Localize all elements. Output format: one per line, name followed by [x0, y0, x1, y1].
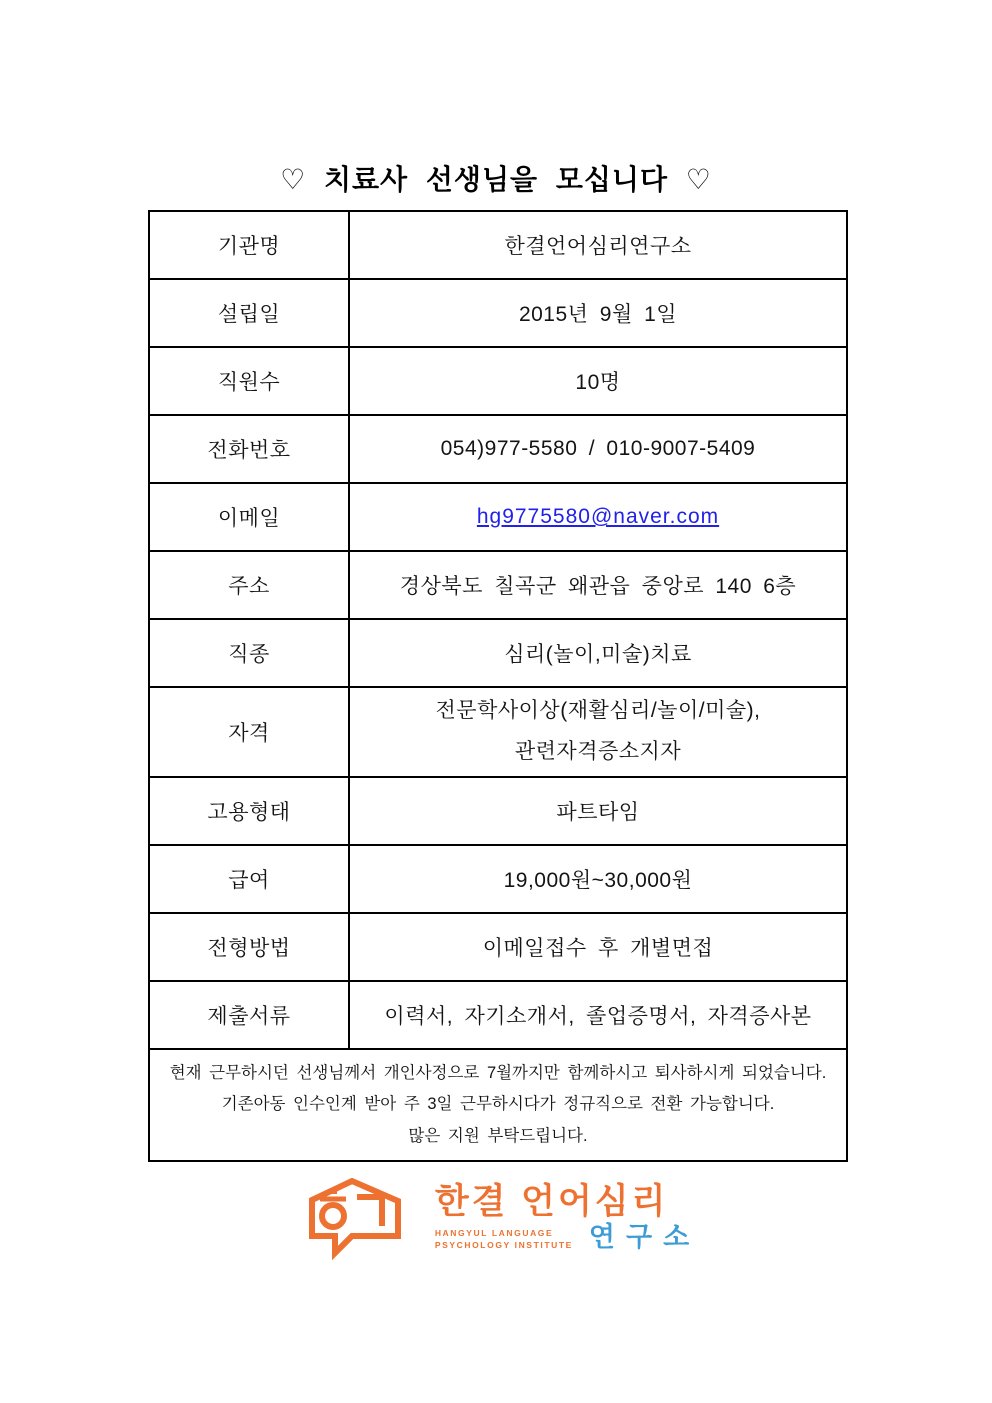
note-cell — [149, 1049, 847, 1161]
logo-main-text: 한결 언어심리 — [434, 1182, 669, 1221]
email-link[interactable]: hg9775580@naver.com — [476, 505, 720, 528]
logo-english-subtext: HANGYUL LANGUAGE PSYCHOLOGY INSTITUTE — [434, 1228, 573, 1250]
row-label: 전화번호 — [149, 415, 349, 483]
table-row-job-type — [149, 619, 847, 687]
row-label: 직종 — [149, 619, 349, 687]
note-line: 현재 근무하시던 선생님께서 개인사정으로 7월까지만 함께하시고 퇴사하시게 되었습니다. — [169, 1064, 827, 1082]
note-line: 많은 지원 부탁드립니다. — [408, 1126, 588, 1145]
table-row-selection-method — [149, 913, 847, 981]
table-row-phone — [149, 415, 847, 483]
row-value: 19,000원~30,000원 — [349, 845, 847, 913]
row-value: 054)977-5580 / 010-9007-5409 — [349, 415, 847, 483]
row-label: 전형방법 — [149, 913, 349, 981]
row-value: 심리(놀이,미술)치료 — [349, 619, 847, 687]
row-value: 2015년 9월 1일 — [349, 279, 847, 347]
table-row-note — [149, 1049, 847, 1161]
table-row-address — [149, 551, 847, 619]
document-title: ♡ 치료사 선생님을 모십니다 ♡ — [280, 164, 712, 195]
row-label: 설립일 — [149, 279, 349, 347]
row-value — [349, 483, 847, 551]
logo-suffix-text: 연구소 — [588, 1222, 701, 1252]
logo-text-block — [434, 1176, 701, 1252]
row-value: 이력서, 자기소개서, 졸업증명서, 자격증사본 — [349, 981, 847, 1049]
company-logo — [0, 1176, 992, 1264]
row-label: 주소 — [149, 551, 349, 619]
row-value: 10명 — [349, 347, 847, 415]
row-label: 급여 — [149, 845, 349, 913]
qualification-line: 관련자격증소지자 — [514, 740, 682, 763]
table-row-staff-count — [149, 347, 847, 415]
row-value: 한결언어심리연구소 — [349, 211, 847, 279]
row-label: 제출서류 — [149, 981, 349, 1049]
row-value: 파트타임 — [349, 777, 847, 845]
row-label: 이메일 — [149, 483, 349, 551]
row-label: 기관명 — [149, 211, 349, 279]
row-label: 직원수 — [149, 347, 349, 415]
logo-sub-row — [434, 1222, 701, 1252]
row-label: 자격 — [149, 687, 349, 777]
row-label: 고용형태 — [149, 777, 349, 845]
logo-house-speech-bubble-icon — [303, 1176, 407, 1264]
note-line: 기존아동 인수인계 받아 주 3일 근무하시다가 정규직으로 전환 가능합니다. — [221, 1095, 775, 1114]
table-row-institution — [149, 211, 847, 279]
table-row-founded — [149, 279, 847, 347]
row-value — [349, 687, 847, 777]
table-row-documents — [149, 981, 847, 1049]
row-value: 이메일접수 후 개별면접 — [349, 913, 847, 981]
table-row-email — [149, 483, 847, 551]
job-info-table — [148, 210, 848, 1162]
row-value: 경상북도 칠곡군 왜관읍 중앙로 140 6층 — [349, 551, 847, 619]
qualification-line: 전문학사이상(재활심리/놀이/미술), — [435, 699, 761, 723]
table-row-employment-type — [149, 777, 847, 845]
table-row-qualification — [149, 687, 847, 777]
table-row-salary — [149, 845, 847, 913]
